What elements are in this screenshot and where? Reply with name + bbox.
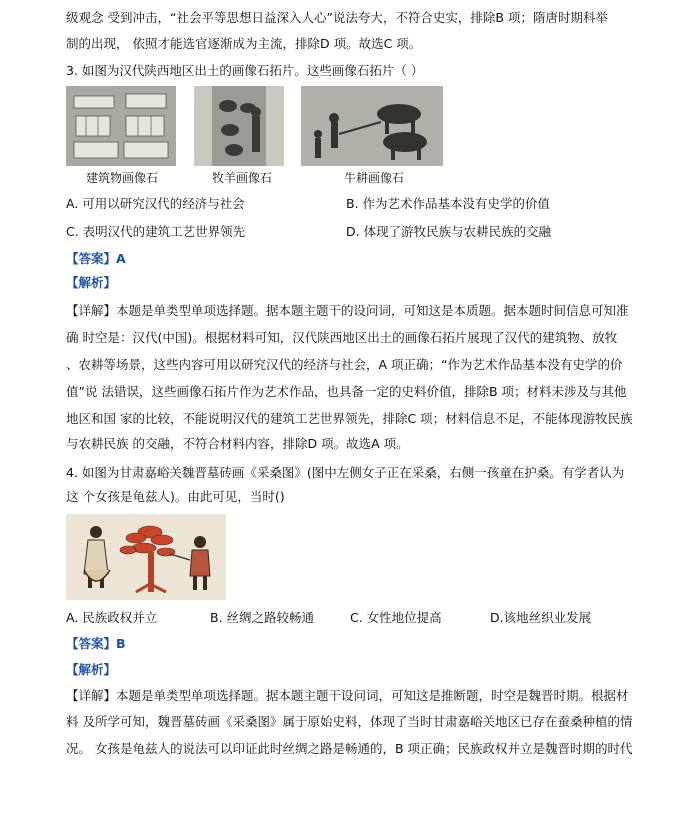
option-b: B. 丝绸之路较畅通 bbox=[210, 610, 315, 625]
option-a: A. 可用以研究汉代的经济与社会 bbox=[66, 196, 245, 211]
option-a: A. 民族政权并立 bbox=[66, 610, 158, 625]
detail-line bbox=[66, 303, 629, 319]
detail-line: 料 及所学可知，魏晋墓砖画《采桑图》属于原始史料，体现了当时甘肃嘉峪关地区已存在蚕桑种植的情 bbox=[66, 714, 633, 729]
answer-line bbox=[66, 636, 126, 652]
answer-value: A bbox=[116, 251, 126, 266]
sheep-herding-relief-image bbox=[194, 86, 284, 166]
answer-tag: 【答案】 bbox=[66, 636, 117, 651]
analysis-label: 【解析】 bbox=[66, 662, 117, 677]
detail-line: 与农耕民族 的交融，不符合材料内容，排除D 项。故选A 项。 bbox=[66, 436, 409, 451]
caption-ox: 牛耕画像石 bbox=[344, 171, 405, 185]
detail-line: 地区和国 家的比较，不能说明汉代的建筑工艺世界领先，排除C 项；材料信息不足，不能体现游牧民族 bbox=[66, 411, 633, 426]
detail-text: 本题是单类型单项选择题。据本题主题干设问词，可知这是推断题，时空是魏晋时期。根据材 bbox=[116, 688, 629, 703]
question-4-stem-cont: 这 个女孩是龟兹人)。由此可见，当时() bbox=[66, 489, 285, 504]
option-d: D. 体现了游牧民族与农耕民族的交融 bbox=[346, 224, 552, 239]
option-b: B. 作为艺术作品基本没有史学的价值 bbox=[346, 196, 551, 211]
mulberry-picking-mural-image bbox=[66, 514, 226, 600]
caption-sheep: 牧羊画像石 bbox=[212, 171, 273, 185]
answer-line bbox=[66, 251, 126, 267]
detail-text: 本题是单类型单项选择题。据本题主题干的设问词，可知这是本质题。据本题时间信息可知准 bbox=[116, 303, 629, 318]
option-c: C. 表明汉代的建筑工艺世界领先 bbox=[66, 224, 246, 239]
paragraph-line: 制的出现， 依照才能选官逐渐成为主流，排除D 项。故选C 项。 bbox=[66, 36, 422, 51]
paragraph-line: 级观念 受到冲击，“社会平等思想日益深入人心”说法夸大，不符合史实，排除B 项；隋唐时期科举 bbox=[66, 10, 608, 25]
ox-plowing-relief-image bbox=[301, 86, 443, 166]
detail-line bbox=[66, 688, 629, 704]
answer-value: B bbox=[116, 636, 126, 651]
detail-line: 、农耕等场景，这些内容可用以研究汉代的经济与社会，A 项正确；“作为艺术作品基本没有史学的价 bbox=[66, 357, 623, 372]
analysis-label: 【解析】 bbox=[66, 275, 117, 290]
option-d: D.该地丝织业发展 bbox=[490, 610, 592, 625]
option-c: C. 女性地位提高 bbox=[350, 610, 442, 625]
detail-line: 值”说 法错误，这些画像石拓片作为艺术作品，也具备一定的史料价值，排除B 项；材料未涉及与其他 bbox=[66, 384, 627, 399]
caption-building: 建筑物画像石 bbox=[86, 171, 159, 185]
question-4-stem: 4. 如图为甘肃嘉峪关魏晋墓砖画《采桑图》(图中左侧女子正在采桑，右侧一孩童在护桑。有学者认为 bbox=[66, 465, 625, 480]
building-relief-image bbox=[66, 86, 176, 166]
detail-tag: 【详解】 bbox=[66, 688, 117, 703]
analysis-tag bbox=[66, 275, 116, 291]
question-3-stem: 3. 如图为汉代陕西地区出土的画像石拓片。这些画像石拓片（ ） bbox=[66, 63, 424, 78]
detail-tag: 【详解】 bbox=[66, 303, 117, 318]
detail-line: 确 时空是：汉代(中国)。根据材料可知，汉代陕西地区出土的画像石拓片展现了汉代的建筑物、放牧 bbox=[66, 330, 618, 345]
detail-line: 况。 女孩是龟兹人的说法可以印证此时丝绸之路是畅通的，B 项正确；民族政权并立是魏晋时期的时代 bbox=[66, 741, 633, 756]
analysis-tag bbox=[66, 662, 116, 678]
answer-tag: 【答案】 bbox=[66, 251, 117, 266]
